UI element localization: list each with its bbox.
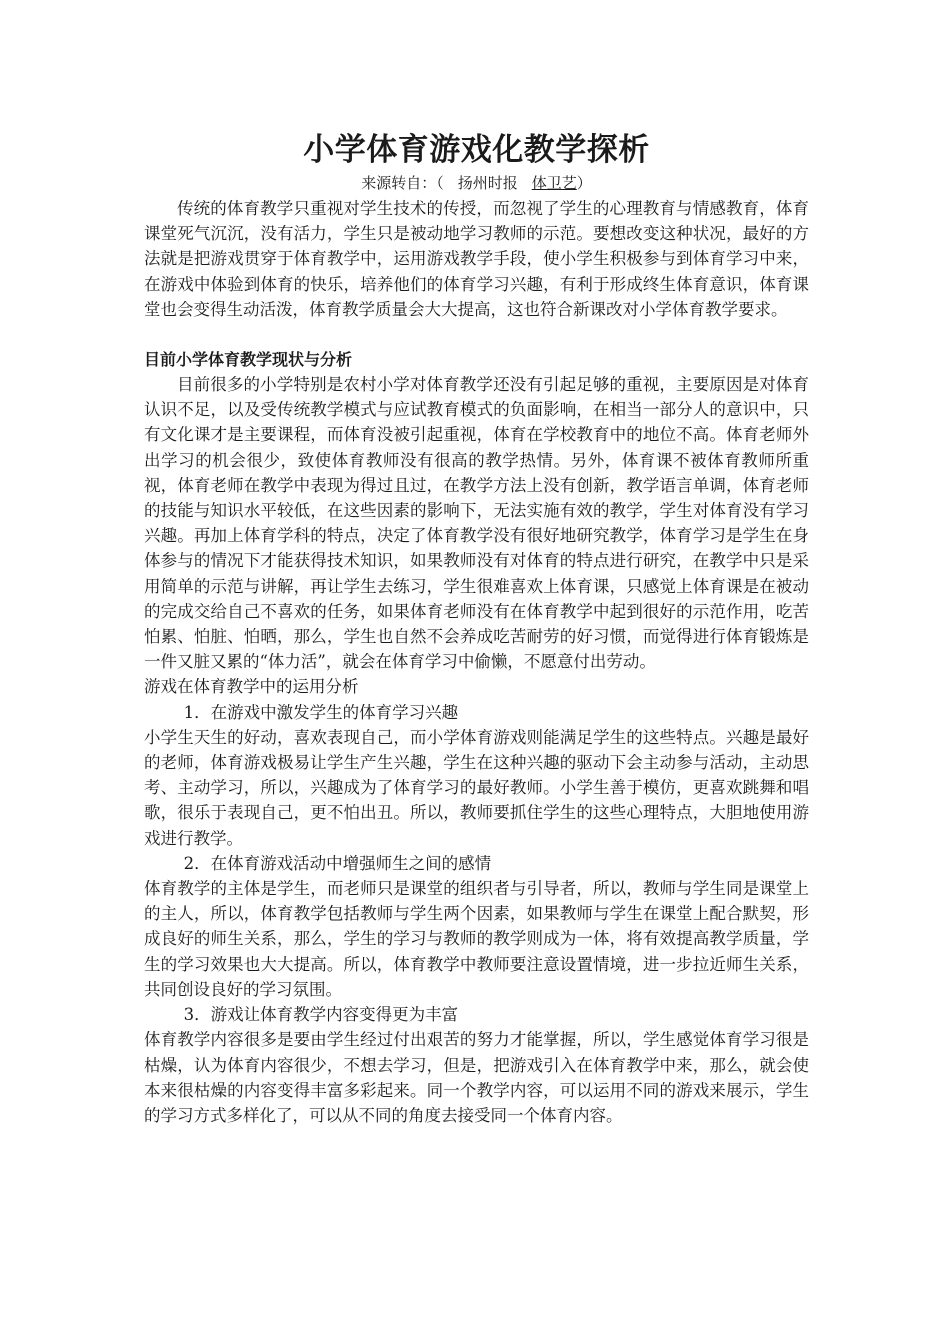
document-title: 小学体育游戏化教学探析	[303, 132, 650, 168]
source-line	[144, 172, 809, 194]
section-paragraph-current-status: 目前很多的小学特别是农村小学对体育教学还没有引起足够的重视，主要原因是对体育认识不足，以及受传统教学模式与应试教育模式的负面影响，在相当一部分人的意识中，只有文化课才是主要课程，而体育没被引起重视，体育在学校教育中的地位不高。体育老师外出学习的机会很少，致使体育教师没有很高的教学热情。另外，体育课不被体育教师所重视，体育老师在教学中表现为得过且过，在教学方法上没有创新，教学语言单调，体育老师的技能与知识水平较低，在这些因素的影响下，无法实施有效的教学，学生对体育没有学习兴趣。再加上体育学科的特点，决定了体育教学没有很好地研究教学，体育学习是学生在身体参与的情况下才能获得技术知识，如果教师没有对体育的特点进行研究，在教学中只是采用简单的示范与讲解，再让学生去练习，学生很难喜欢上体育课，只感觉上体育课是在被动的完成交给自己不喜欢的任务，如果体育老师没有在体育教学中起到很好的示范作用，吃苦怕累、怕脏、怕晒，那么，学生也自然不会养成吃苦耐劳的好习惯，而觉得进行体育锻炼是一件又脏又累的“体力活”，就会在体育学习中偷懒，不愿意付出劳动。	[144, 375, 809, 672]
source-publication: 扬州时报	[457, 174, 518, 192]
source-author: 体卫艺	[531, 174, 577, 192]
intro-paragraph: 传统的体育教学只重视对学生技术的传授，而忽视了学生的心理教育与情感教育，体育课堂死气沉沉，没有活力，学生只是被动地学习教师的示范。要想改变这种状况，最好的方法就是把游戏贯穿于体育教学中，运用游戏教学手段，使小学生积极参与到体育学习中来，在游戏中体验到体育的快乐，培养他们的体育学习兴趣，有利于形成终生体育意识，体育课堂也会变得生动活泼，体育教学质量会大大提高，这也符合新课改对小学体育教学要求。	[144, 199, 809, 319]
subsection-paragraph-3: 体育教学内容很多是要由学生经过付出艰苦的努力才能掌握，所以，学生感觉体育学习很是枯燥，认为体育内容很少，不想去学习，但是，把游戏引入在体育教学中来，那么，就会使本来很枯燥的内容变得丰富多彩起来。同一个教学内容，可以运用不同的游戏来展示，学生的学习方式多样化了，可以从不同的角度去接受同一个体育内容。	[144, 1030, 809, 1125]
section-heading-game-application: 游戏在体育教学中的运用分析	[144, 677, 359, 697]
source-close: ）	[576, 174, 592, 192]
subsection-heading-2: 2．在体育游戏活动中增强师生之间的感情	[183, 853, 492, 873]
subsection-paragraph-1: 小学生天生的好动，喜欢表现自己，而小学体育游戏则能满足学生的这些特点。兴趣是最好的老师，体育游戏极易让学生产生兴趣，学生在这种兴趣的驱动下会主动参与活动，主动思考、主动学习，所以，兴趣成为了体育学习的最好教师。小学生善于模仿，更喜欢跳舞和唱歌，很乐于表现自己，更不怕出丑。所以，教师要抓住学生的这些心理特点，大胆地使用游戏进行教学。	[144, 727, 809, 848]
document-page	[144, 128, 809, 1128]
section-heading-current-status: 目前小学体育教学现状与分析	[144, 350, 353, 370]
subsection-heading-1: 1．在游戏中激发学生的体育学习兴趣	[183, 702, 459, 722]
subsection-paragraph-2: 体育教学的主体是学生，而老师只是课堂的组织者与引导者，所以，教师与学生同是课堂上的主人，所以，体育教学包括教师与学生两个因素，如果教师与学生在课堂上配合默契，形成良好的师生关系，那么，学生的学习与教师的教学则成为一体，将有效提高教学质量，学生的学习效果也大大提高。所以，体育教学中教师要注意设置情境，进一步拉近师生关系，共同创设良好的学习氛围。	[144, 879, 809, 999]
subsection-heading-3: 3．游戏让体育教学内容变得更为丰富	[183, 1005, 459, 1025]
source-label: 来源转自：（	[361, 174, 444, 192]
